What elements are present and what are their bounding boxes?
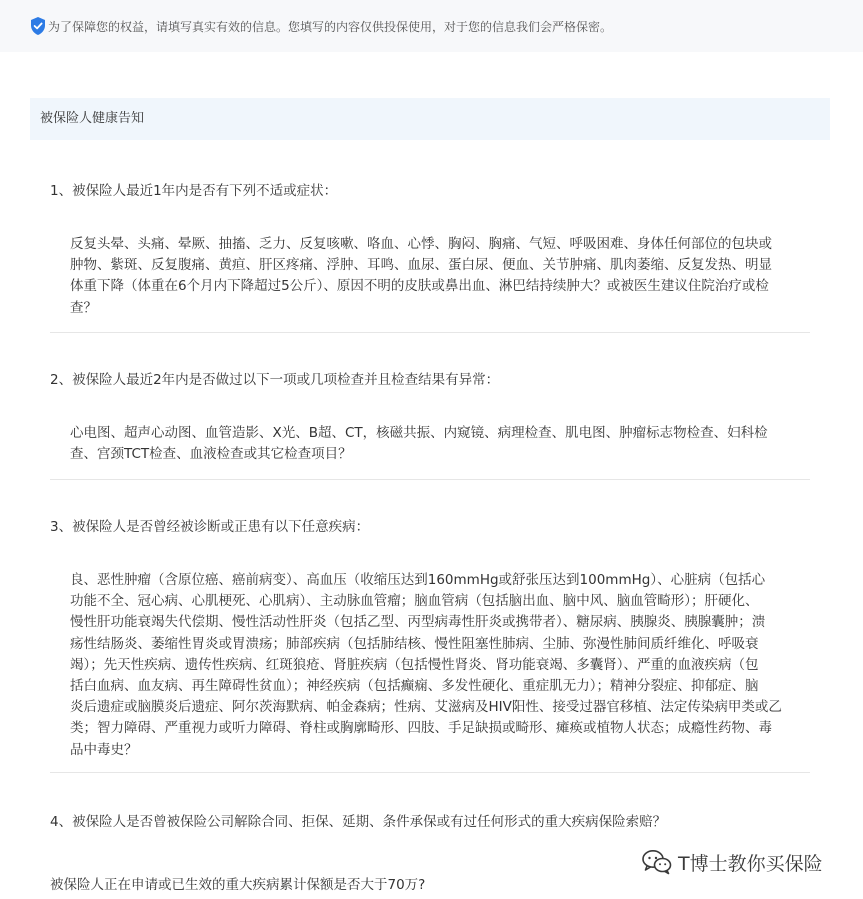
question-3-line: 括白血病、血友病、再生障碍性贫血）；神经疾病（包括癫痫、多发性硬化、重症肌无力）；精神分裂症、抑郁症、脑 bbox=[70, 678, 759, 695]
privacy-notice-bar bbox=[0, 0, 863, 52]
privacy-notice-text: 为了保障您的权益，请填写真实有效的信息。您填写的内容仅供投保使用，对于您的信息我们会严格保密。 bbox=[48, 20, 613, 34]
question-1-title[interactable]: 1、被保险人最近1年内是否有下列不适或症状： bbox=[50, 183, 338, 199]
shield-check-icon bbox=[30, 17, 46, 35]
question-2-body bbox=[70, 423, 810, 465]
question-3-line: 良、恶性肿瘤（含原位癌、癌前病变）、高血压（收缩压达到160mmHg或舒张压达到100mmHg）、心脏病（包括心 bbox=[70, 572, 766, 588]
question-3-line: 慢性肝功能衰竭失代偿期、慢性活动性肝炎（包括乙型、丙型病毒性肝炎或携带者）、糖尿病、胰腺炎、胰腺囊肿；溃 bbox=[70, 614, 766, 631]
question-4-title[interactable]: 4、被保险人是否曾被保险公司解除合同、拒保、延期、条件承保或有过任何形式的重大疾病保险索赔？ bbox=[50, 814, 667, 830]
question-divider bbox=[50, 332, 810, 333]
wechat-watermark bbox=[642, 848, 823, 876]
question-3-line: 疡性结肠炎、萎缩性胃炎或胃溃疡；肺部疾病（包括肺结核、慢性阻塞性肺病、尘肺、弥漫性肺间质纤维化、呼吸衰 bbox=[70, 635, 759, 652]
question-1-line: 反复头晕、头痛、晕厥、抽搐、乏力、反复咳嗽、咯血、心悸、胸闷、胸痛、气短、呼吸困难、身体任何部位的包块或 bbox=[70, 236, 772, 252]
section-header bbox=[30, 98, 830, 140]
question-2-line: 心电图、超声心动图、血管造影、X光、B超、CT，核磁共振、内窥镜、病理检查、肌电图、肿瘤标志物检查、妇科检 bbox=[70, 425, 768, 441]
watermark-text: T博士教你买保险 bbox=[678, 852, 823, 875]
question-divider bbox=[50, 479, 810, 480]
question-1-line: 体重下降（体重在6个月内下降超过5公斤）、原因不明的皮肤或鼻出血、淋巴结持续肿大？或被医生建议住院治疗或检 bbox=[70, 278, 769, 295]
section-title: 被保险人健康告知 bbox=[40, 111, 145, 126]
question-2-line: 查、宫颈TCT检查、血液检查或其它检查项目？ bbox=[70, 446, 352, 463]
question-3-line: 类；智力障碍、严重视力或听力障碍、脊柱或胸廓畸形、四肢、手足缺损或畸形、瘫痪或植物人状态；成瘾性药物、毒 bbox=[70, 720, 772, 737]
coverage-amount-question[interactable]: 被保险人正在申请或已生效的重大疾病累计保额是否大于70万? bbox=[50, 877, 426, 893]
question-3-line: 功能不全、冠心病、心肌梗死、心肌病）、主动脉血管瘤；脑血管病（包括脑出血、脑中风、脑血管畸形）；肝硬化、 bbox=[70, 593, 759, 610]
question-1-body bbox=[70, 234, 810, 319]
question-3-title[interactable]: 3、被保险人是否曾经被诊断或正患有以下任意疾病： bbox=[50, 519, 370, 535]
question-1-line: 查？ bbox=[70, 299, 97, 316]
question-3-line: 竭）；先天性疾病、遗传性疾病、红斑狼疮、肾脏疾病（包括慢性肾炎、肾功能衰竭、多囊肾）、严重的血液疾病（包 bbox=[70, 656, 759, 673]
question-3-line: 炎后遗症或脑膜炎后遗症、阿尔茨海默病、帕金森病；性病、艾滋病及HIV阳性、接受过器官移植、法定传染病甲类或乙 bbox=[70, 699, 782, 716]
question-1-line: 肿物、紫斑、反复腹痛、黄疸、肝区疼痛、浮肿、耳鸣、血尿、蛋白尿、便血、关节肿痛、肌肉萎缩、反复发热、明显 bbox=[70, 257, 772, 274]
wechat-icon bbox=[642, 849, 672, 875]
question-3-line: 品中毒史？ bbox=[70, 741, 138, 758]
question-2-title[interactable]: 2、被保险人最近2年内是否做过以下一项或几项检查并且检查结果有异常： bbox=[50, 372, 500, 388]
question-divider bbox=[50, 772, 810, 773]
question-3-body bbox=[70, 570, 810, 761]
